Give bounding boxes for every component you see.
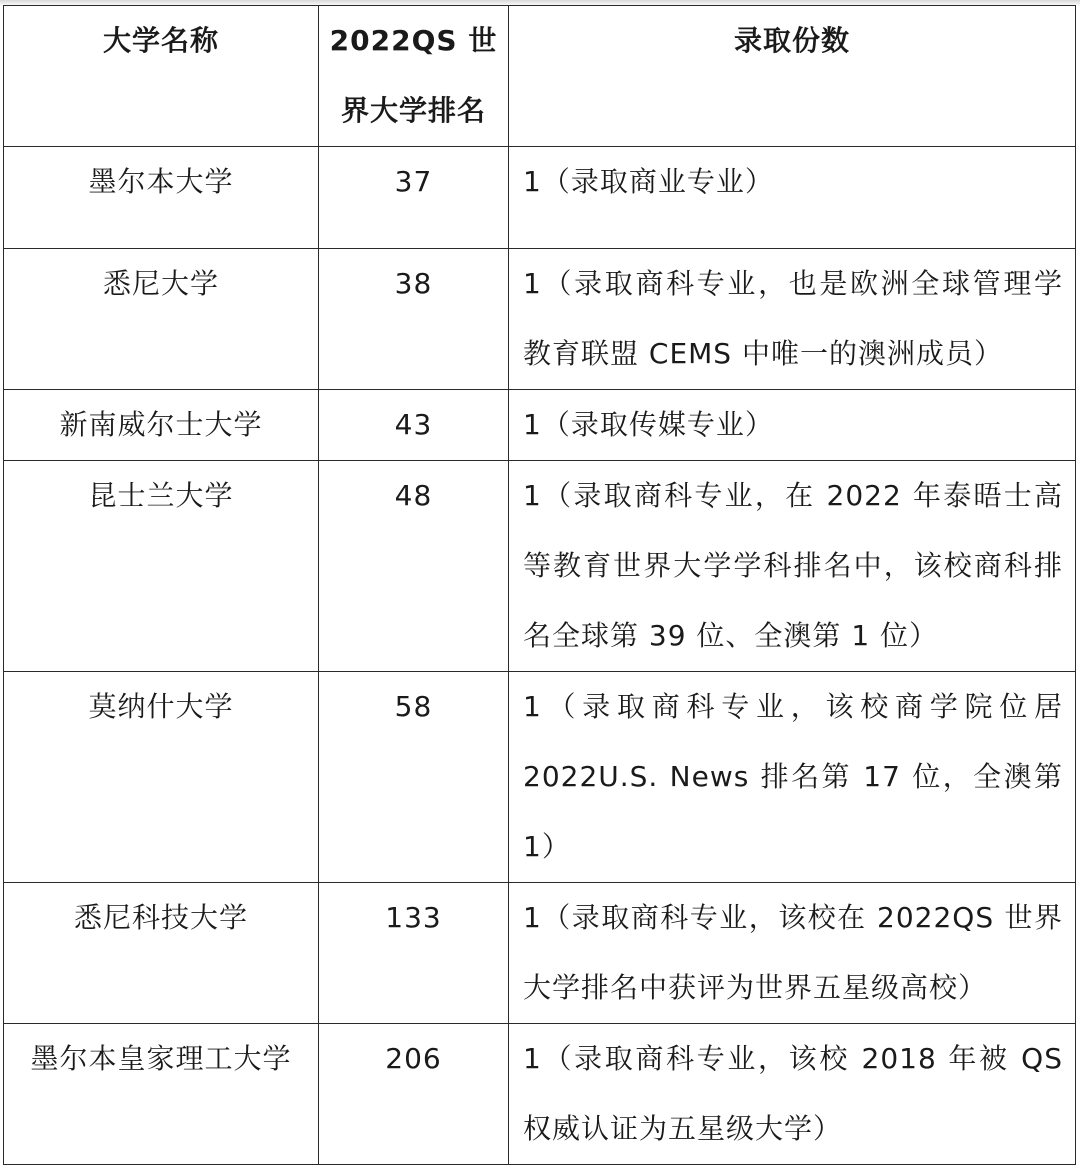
table-header-row — [4, 6, 1076, 147]
admission-detail: 1（录取商科专业，该校 2018 年被 QS 权威认证为五星级大学） — [509, 1024, 1076, 1165]
table-row — [4, 249, 1076, 390]
university-name: 悉尼科技大学 — [4, 883, 319, 1024]
header-admission-count: 录取份数 — [509, 6, 1076, 147]
university-name: 墨尔本皇家理工大学 — [4, 1024, 319, 1165]
qs-rank: 133 — [319, 883, 509, 1024]
admission-table — [3, 5, 1076, 1165]
university-name: 莫纳什大学 — [4, 672, 319, 883]
admission-detail: 1（录取传媒专业） — [509, 390, 1076, 461]
table-row — [4, 1024, 1076, 1165]
admission-detail: 1（录取商科专业，该校商学院位居 2022U.S. News 排名第 17 位，全澳第 1） — [509, 672, 1076, 883]
university-name: 墨尔本大学 — [4, 147, 319, 249]
header-university-name: 大学名称 — [4, 6, 319, 147]
qs-rank: 206 — [319, 1024, 509, 1165]
university-name: 悉尼大学 — [4, 249, 319, 390]
admission-detail: 1（录取商科专业，该校在 2022QS 世界大学排名中获评为世界五星级高校） — [509, 883, 1076, 1024]
qs-rank: 58 — [319, 672, 509, 883]
admission-detail: 1（录取商科专业，在 2022 年泰晤士高等教育世界大学学科排名中，该校商科排名全球第 39 位、全澳第 1 位） — [509, 461, 1076, 672]
qs-rank: 48 — [319, 461, 509, 672]
table-row — [4, 461, 1076, 672]
qs-rank: 37 — [319, 147, 509, 249]
admission-detail: 1（录取商业专业） — [509, 147, 1076, 249]
qs-rank: 43 — [319, 390, 509, 461]
table-row — [4, 147, 1076, 249]
table-row — [4, 672, 1076, 883]
admission-detail: 1（录取商科专业，也是欧洲全球管理学教育联盟 CEMS 中唯一的澳洲成员） — [509, 249, 1076, 390]
table-row — [4, 883, 1076, 1024]
university-name: 新南威尔士大学 — [4, 390, 319, 461]
university-name: 昆士兰大学 — [4, 461, 319, 672]
qs-rank: 38 — [319, 249, 509, 390]
table-row — [4, 390, 1076, 461]
header-qs-rank: 2022QS 世界大学排名 — [319, 6, 509, 147]
